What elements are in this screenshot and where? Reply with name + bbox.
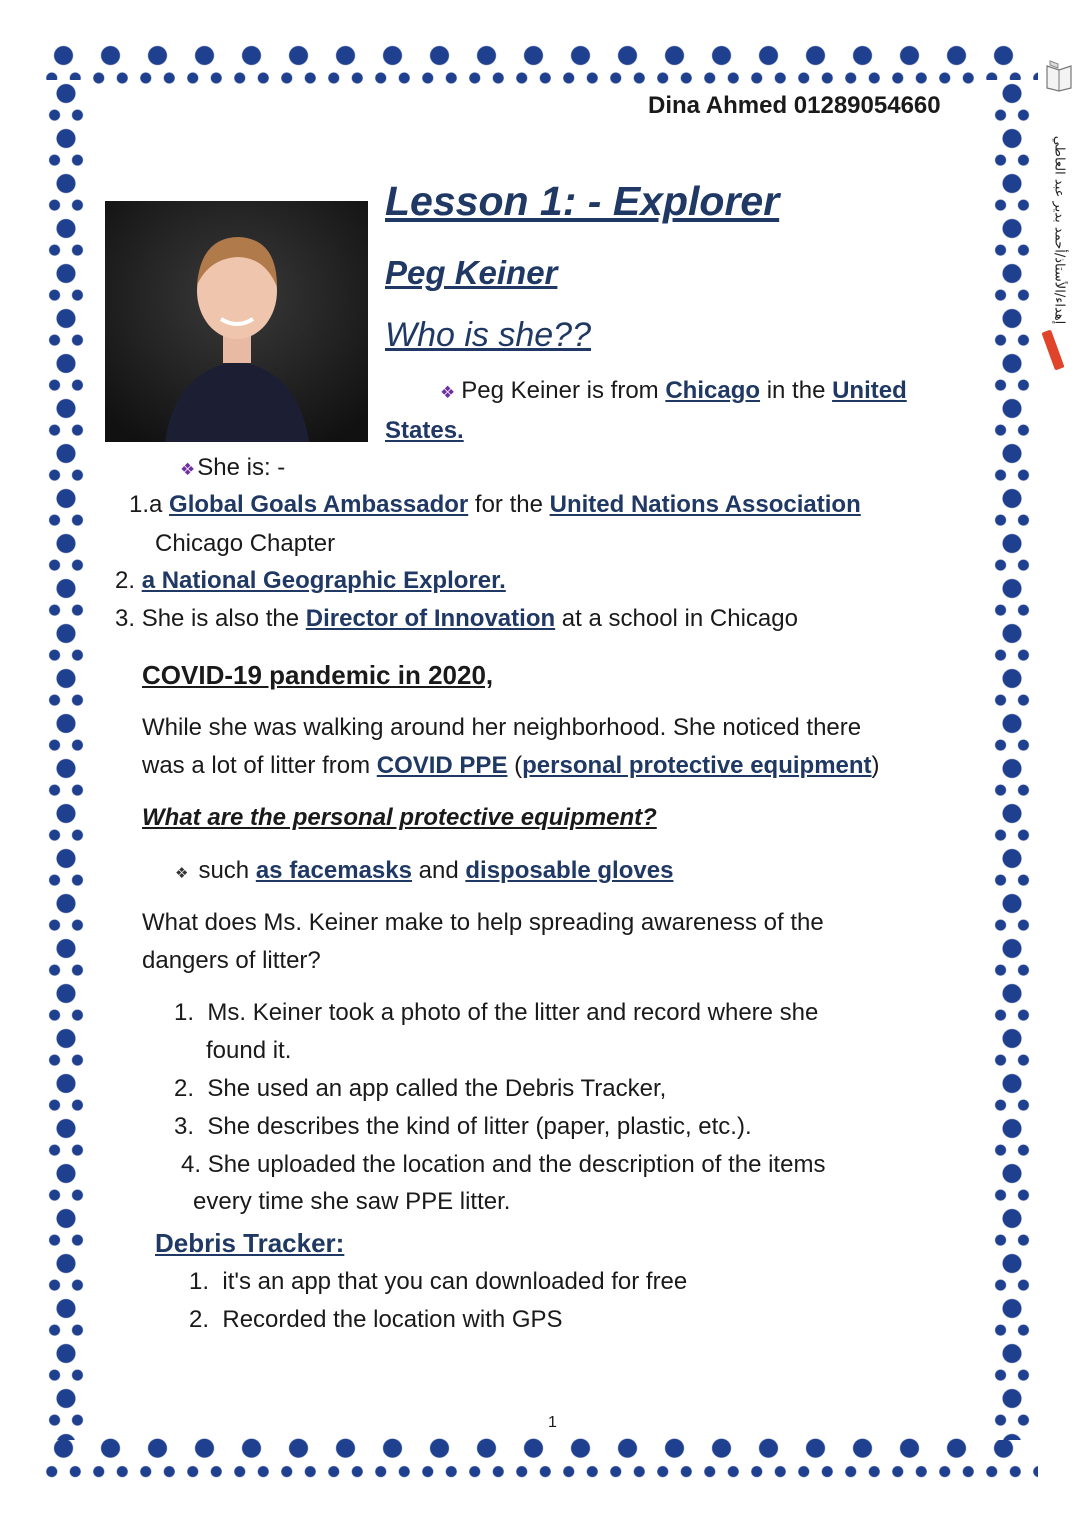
intro-prefix: Peg Keiner is from xyxy=(461,377,666,404)
role-item-1-cont: Chicago Chapter xyxy=(155,530,336,557)
diamond-bullet-icon: ❖ xyxy=(180,460,196,479)
role-item-2 xyxy=(115,567,506,595)
step-item-4 xyxy=(181,1151,825,1179)
diamond-bullet-icon: ❖ xyxy=(175,865,189,882)
role-text: for the xyxy=(468,491,550,518)
awareness-question-cont: dangers of litter? xyxy=(142,947,321,974)
intro-middle: in the xyxy=(760,377,833,404)
role-text: at a school in Chicago xyxy=(555,605,798,632)
ornament-border-right xyxy=(986,80,1038,1440)
role-item-3 xyxy=(115,605,798,633)
roles-label-text: She is: - xyxy=(197,454,286,481)
roles-label xyxy=(180,454,285,482)
intro-line xyxy=(440,377,907,405)
debris-number: 1. xyxy=(189,1268,210,1295)
step-text: She used an app called the Debris Tracker, xyxy=(207,1075,667,1102)
covid-paragraph-line: While she was walking around her neighborhood. She noticed there xyxy=(142,714,862,741)
step-text: She uploaded the location and the description of the items xyxy=(207,1151,826,1178)
step-item-1 xyxy=(174,999,818,1027)
step-item-1-cont: found it. xyxy=(206,1037,292,1064)
step-text: Ms. Keiner took a photo of the litter and record where she xyxy=(207,999,819,1026)
step-item-2 xyxy=(174,1075,666,1103)
step-number: 4. xyxy=(181,1151,202,1178)
role-link: Director of Innovation xyxy=(305,605,556,632)
debris-text: it's an app that you can downloaded for free xyxy=(222,1268,688,1295)
page-number: 1 xyxy=(548,1414,557,1431)
facemasks-link: as facemasks xyxy=(255,857,412,884)
awareness-question: What does Ms. Keiner make to help spreading awareness of the xyxy=(142,909,824,936)
role-link: Global Goals Ambassador xyxy=(169,491,469,518)
ppe-text: and xyxy=(411,857,466,884)
author-contact: Dina Ahmed 01289054660 xyxy=(648,92,941,119)
role-link: United Nations Association xyxy=(549,491,861,518)
who-question: Who is she?? xyxy=(385,316,591,354)
role-text: She is also the xyxy=(141,605,306,632)
ppe-full-link: personal protective equipment xyxy=(522,752,872,779)
ornament-border-bottom xyxy=(40,1430,1038,1482)
debris-item-1 xyxy=(189,1268,687,1296)
step-number: 1. xyxy=(174,999,195,1026)
role-number: 2. xyxy=(115,567,142,594)
step-number: 3. xyxy=(174,1113,195,1140)
ppe-link: COVID PPE xyxy=(376,752,508,779)
ppe-question: What are the personal protective equipment? xyxy=(142,804,657,831)
ppe-text: such xyxy=(198,857,256,884)
covid-paragraph-line xyxy=(142,752,880,780)
diamond-bullet-icon: ❖ xyxy=(440,383,456,402)
side-credit xyxy=(1040,95,1078,365)
role-item-1 xyxy=(129,491,861,519)
para-text: ) xyxy=(871,752,880,779)
step-item-3 xyxy=(174,1113,752,1141)
subject-name: Peg Keiner xyxy=(385,254,558,291)
ppe-answer xyxy=(175,857,673,885)
city-link: Chicago xyxy=(665,377,761,404)
step-item-4-cont: every time she saw PPE litter. xyxy=(193,1188,511,1215)
debris-item-2 xyxy=(189,1306,563,1334)
book-icon xyxy=(1044,58,1074,92)
covid-heading: COVID-19 pandemic in 2020, xyxy=(142,660,494,690)
intro-line-cont xyxy=(385,417,464,445)
role-number: 3. xyxy=(115,605,142,632)
lesson-title: Lesson 1: - Explorer xyxy=(385,178,780,224)
role-number: 1.a xyxy=(129,491,170,518)
step-number: 2. xyxy=(174,1075,195,1102)
para-text: ( xyxy=(507,752,523,779)
portrait-photo xyxy=(105,201,368,442)
country-link: United xyxy=(832,377,907,404)
country-link-cont: States. xyxy=(385,417,464,444)
step-text: She describes the kind of litter (paper, plastic, etc.). xyxy=(207,1113,752,1140)
debris-heading: Debris Tracker: xyxy=(155,1228,345,1258)
role-link: a National Geographic Explorer. xyxy=(141,567,506,594)
debris-text: Recorded the location with GPS xyxy=(222,1306,563,1333)
gloves-link: disposable gloves xyxy=(465,857,674,884)
debris-number: 2. xyxy=(189,1306,210,1333)
side-credit-text: إهداء/الأستاذ/أحمد بدير عبد العاطي xyxy=(1051,135,1067,325)
ornament-border-top xyxy=(40,38,1038,88)
para-text: was a lot of litter from xyxy=(142,752,377,779)
ornament-border-left xyxy=(40,80,92,1440)
